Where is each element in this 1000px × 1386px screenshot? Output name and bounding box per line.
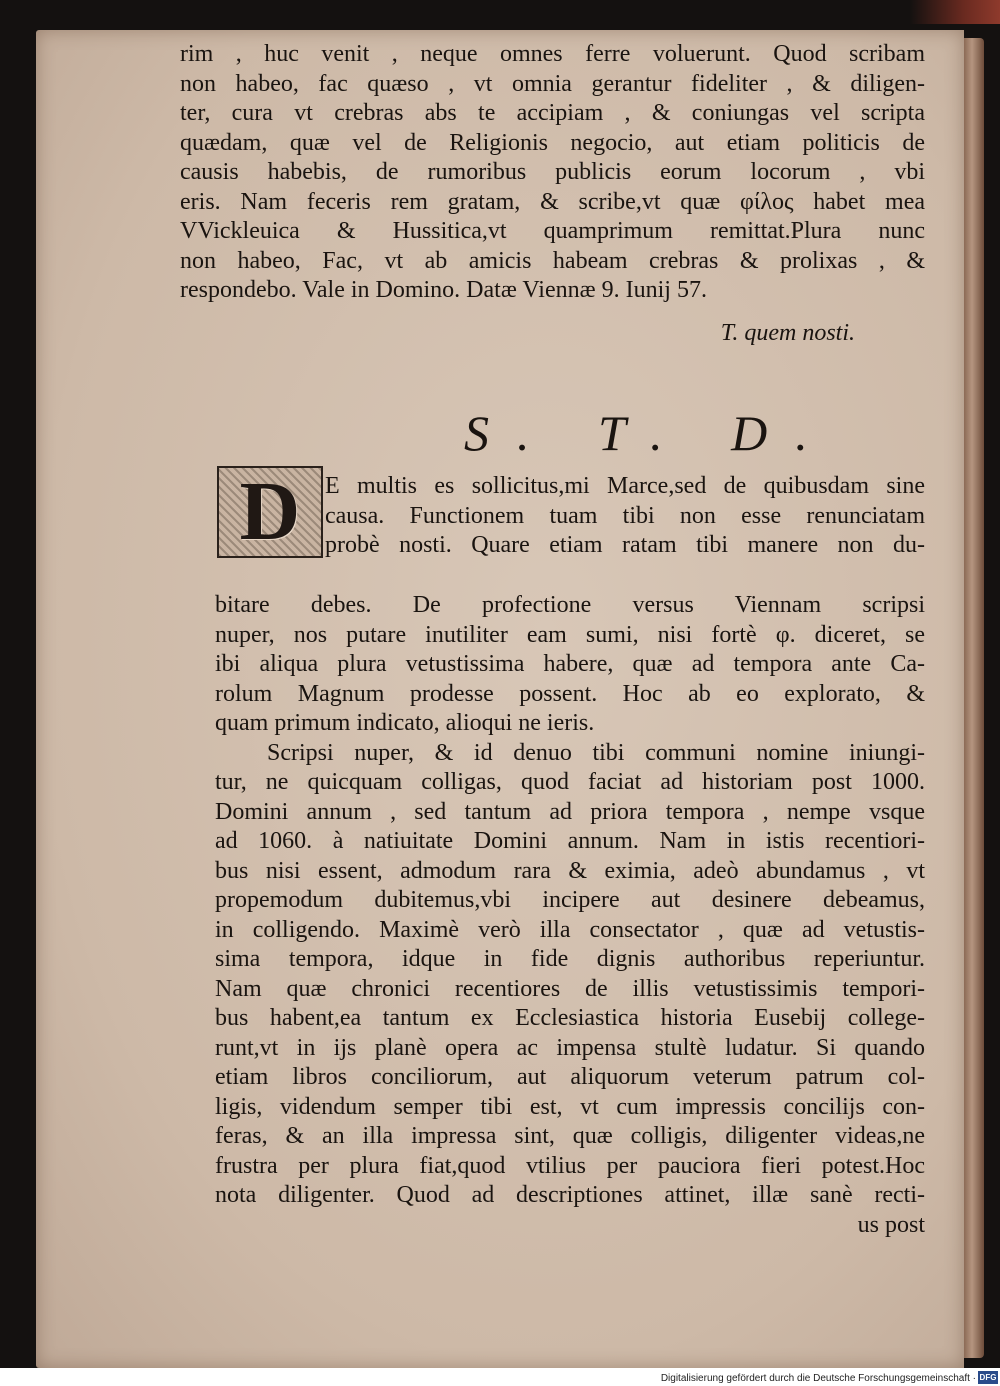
text-line: in colligendo. Maximè verò illa consectator , quæ ad vetustis-: [215, 916, 925, 943]
text-line: non habeo, fac quæso , vt omnia gerantur fideliter , & diligen-: [180, 70, 925, 97]
text-line: Scripsi nuper, & id denuo tibi communi nomine iniungi-: [267, 739, 925, 766]
footer-credit: Digitalisierung gefördert durch die Deutsche Forschungsgemeinschaft ·: [660, 1373, 976, 1384]
text-line: non habeo, Fac, vt ab amicis habeam crebras & prolixas , &: [180, 247, 925, 274]
text-line: causa. Functionem tuam tibi non esse renunciatam: [325, 502, 925, 529]
text-line: VVickleuica & Hussitica,vt quamprimum remittat.Plura nunc: [180, 218, 925, 244]
text-line: nuper, nos putare inutiliter eam sumi, nisi fortè φ. diceret, se: [215, 621, 925, 648]
text-line: E multis es sollicitus,mi Marce,sed de quibusdam sine: [325, 473, 925, 499]
text-line: probè nosti. Quare etiam ratam tibi manere non du-: [325, 532, 925, 558]
text-line: ibi aliqua plura vetustissima habere, quæ ad tempora ante Ca-: [215, 651, 925, 677]
text-line: rolum Magnum prodesse possent. Hoc ab eo explorato, &: [215, 680, 925, 707]
text-line: propemodum dubitemus,vbi incipere aut desinere debeamus,: [215, 887, 925, 913]
catchword: us post: [857, 1211, 925, 1238]
dropcap-paragraph: [325, 472, 925, 561]
text-line: quædam, quæ vel de Religionis negocio, aut etiam politicis de: [180, 129, 925, 156]
text-line: causis habebis, de rumoribus publicis eorum locorum , vbi: [180, 159, 925, 185]
text-line: Domini annum , sed tantum ad priora tempora , nempe vsque: [215, 798, 925, 825]
text-line: nota diligenter. Quod ad descriptiones attinet, illæ sanè recti-: [215, 1182, 925, 1208]
text-line: frustra per plura fiat,quod vtilius per pauciora fieri potest.Hoc: [215, 1152, 925, 1179]
letter-heading: S. T. D.: [464, 405, 836, 461]
footer-bar: [0, 1368, 1000, 1386]
text-line: etiam libros conciliorum, aut aliquorum veterum patrum col-: [215, 1064, 925, 1090]
letter-body: [215, 591, 925, 1240]
text-line: quam primum indicato, alioqui ne ieris.: [215, 710, 595, 736]
text-line: rim , huc venit , neque omnes ferre voluerunt. Quod scribam: [180, 41, 925, 67]
text-line: Nam quæ chronici recentiores de illis vetustissimis tempori-: [215, 975, 925, 1002]
text-line: sima tempora, idque in fide dignis authoribus reperiuntur.: [215, 946, 925, 972]
text-line: ad 1060. à natiuitate Domini annum. Nam in istis recentiori-: [215, 828, 925, 854]
dfg-logo: DFG: [979, 1373, 997, 1382]
letter-closing-block: [180, 40, 925, 360]
text-line: respondebo. Vale in Domino. Datæ Viennæ 9. Iunij 57.: [180, 277, 707, 303]
text-line: bus nisi essent, admodum rara & eximia, adeò abundamus , vt: [215, 857, 925, 884]
corner-mark: [910, 0, 1000, 24]
text-line: runt,vt in ijs planè opera ac impensa stultè ludatur. Si quando: [215, 1034, 925, 1061]
text-line: feras, & an illa impressa sint, quæ colligis, diligenter videas,ne: [215, 1123, 925, 1149]
decorated-initial: [217, 466, 323, 558]
page-edge: [964, 38, 984, 1358]
text-line: ter, cura vt crebras abs te accipiam , & coniungas vel scripta: [180, 100, 925, 126]
text-line: eris. Nam feceris rem gratam, & scribe,vt quæ φίλος habet mea: [180, 188, 925, 215]
text-line: ligis, videndum semper tibi est, vt cum impressis concilijs con-: [215, 1093, 925, 1120]
text-line: tur, ne quicquam colligas, quod faciat ad historiam post 1000.: [215, 769, 925, 795]
signature: T. quem nosti.: [720, 319, 855, 346]
text-line: bus habent,ea tantum ex Ecclesiastica historia Eusebij college-: [215, 1005, 925, 1031]
initial-letter: D: [239, 465, 301, 558]
text-line: bitare debes. De profectione versus Viennam scripsi: [215, 592, 925, 618]
